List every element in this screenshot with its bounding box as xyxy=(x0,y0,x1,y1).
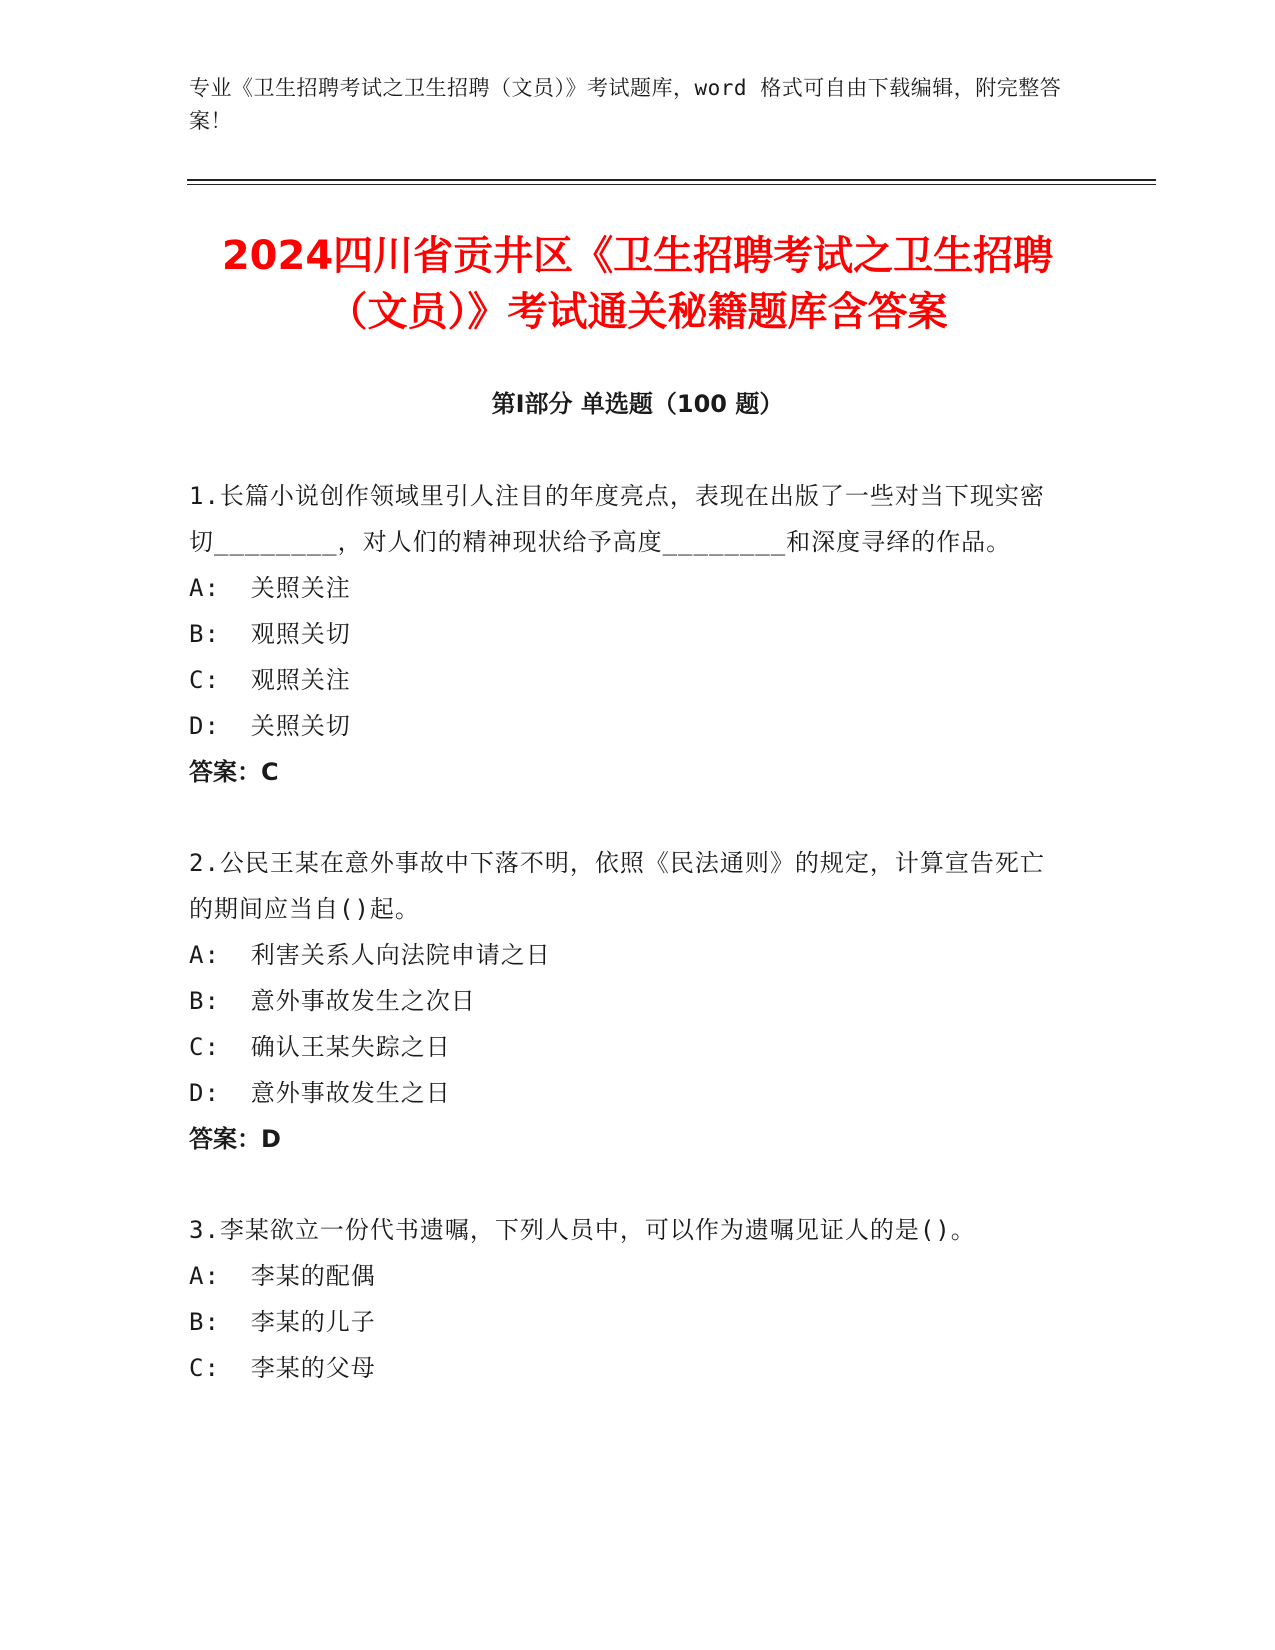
option-d: D: 意外事故发生之日 xyxy=(189,1079,451,1107)
document-title: 2024四川省贡井区《卫生招聘考试之卫生招聘（文员）》考试通关秘籍题库含答案 xyxy=(221,233,1054,335)
option-a: A: 李某的配偶 xyxy=(189,1262,376,1290)
answer-line: 答案：D xyxy=(189,1125,281,1153)
question-list xyxy=(189,473,1069,1436)
header-note: 专业《卫生招聘考试之卫生招聘（文员）》考试题库，word 格式可自由下载编辑，附完整答案！ xyxy=(189,76,1062,133)
question-stem: 1.长篇小说创作领域里引人注目的年度亮点，表现在出版了一些对当下现实密切________，对人们的精神现状给予高度________和深度寻绎的作品。 xyxy=(189,482,1045,556)
question-item xyxy=(189,1207,1069,1391)
section-heading: 第Ⅰ部分 单选题（100 题） xyxy=(491,390,784,418)
option-b: B: 意外事故发生之次日 xyxy=(189,987,476,1015)
question-stem: 3.李某欲立一份代书遗嘱，下列人员中，可以作为遗嘱见证人的是()。 xyxy=(189,1216,976,1244)
option-d: D: 关照关切 xyxy=(189,712,351,740)
option-a: A: 利害关系人向法院申请之日 xyxy=(189,941,551,969)
answer-line: 答案：C xyxy=(189,758,279,786)
option-c: C: 李某的父母 xyxy=(189,1354,376,1382)
question-item xyxy=(189,473,1069,795)
option-a: A: 关照关注 xyxy=(189,574,351,602)
option-c: C: 确认王某失踪之日 xyxy=(189,1033,451,1061)
question-stem: 2.公民王某在意外事故中下落不明，依照《民法通则》的规定，计算宣告死亡的期间应当自()起。 xyxy=(189,849,1045,923)
question-item xyxy=(189,840,1069,1162)
option-b: B: 观照关切 xyxy=(189,620,351,648)
header-rule-thin xyxy=(187,184,1156,185)
header-rule-thick xyxy=(187,179,1156,181)
option-c: C: 观照关注 xyxy=(189,666,351,694)
option-b: B: 李某的儿子 xyxy=(189,1308,376,1336)
